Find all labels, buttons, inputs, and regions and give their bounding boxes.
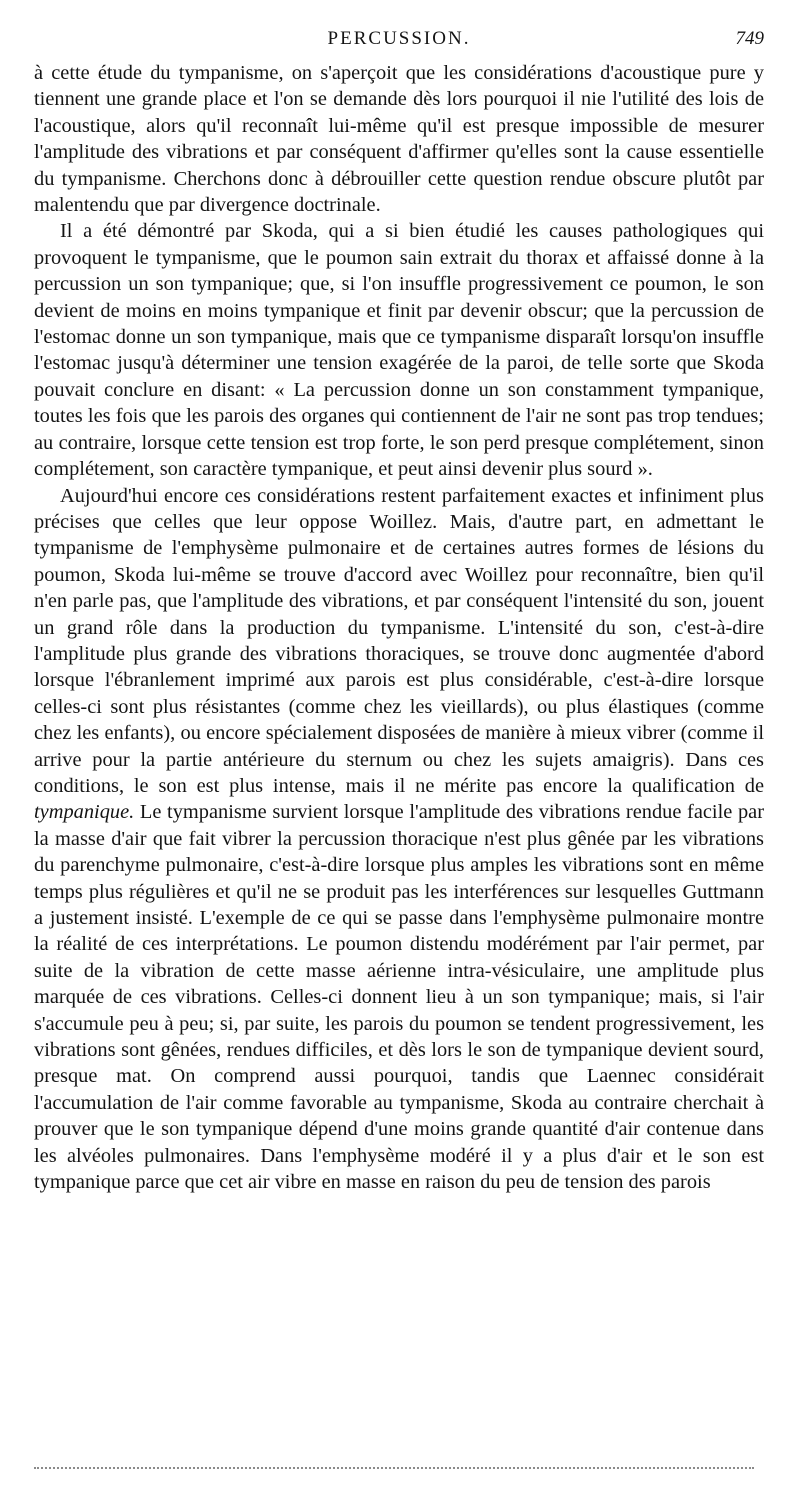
paragraph-3 [34,483,764,1196]
running-head [34,28,764,58]
body-text [34,60,764,1195]
paragraph-3-text-before-italic: Aujourd'hui encore ces considérations restent parfaitement exactes et infiniment plus précises que celles que leur oppose Woillez. Mais, d'autre part, en admettant le tympanisme de l'emphysème pulmonaire et de certaines autres formes de lésions du poumon, Skoda lui-même se trouve d'accord avec Woillez pour reconnaître, bien qu'il n'en parle pas, que l'amplitude des vibrations, et par conséquent l'intensité du son, jouent un grand rôle dans la production du tympanisme. L'intensité du son, c'est-à-dire l'amplitude plus grande des vibrations thoraciques, se trouve donc augmentée d'abord lorsque l'ébranlement imprimé aux parois est plus considérable, c'est-à-dire lorsque celles-ci sont plus résistantes (comme chez les vieillards), ou plus élastiques (comme chez les enfants), ou encore spécialement disposées de manière à mieux vibrer (comme il arrive pour la partie antérieure du sternum ou chez les sujets amaigris). Dans ces conditions, le son est plus intense, mais il ne mérite pas encore la qualification de [34,484,764,797]
paragraph-3-text-after-italic: Le tympanisme survient lorsque l'amplitude des vibrations rendue facile par la masse d'air que fait vibrer la percussion thoracique n'est plus gênée par les vibrations du parenchyme pulmonaire, c'est-à-dire lorsque plus amples les vibrations sont en même temps plus régulières et qu'il ne se produit pas les interférences sur lesquelles Guttmann a justement insisté. L'exemple de ce qui se passe dans l'emphysème pulmonaire montre la réalité de ces interprétations. Le poumon distendu modérément par l'air permet, par suite de la vibration de cette masse aérienne intra-vésiculaire, une amplitude plus marquée de ces vibrations. Celles-ci donnent lieu à un son tympanique; mais, si l'air s'accumule peu à peu; si, par suite, les parois du poumon se tendent progressivement, les vibrations sont gênées, rendues difficiles, et dès lors le son de tympanique devient sourd, presque mat. On comprend aussi pourquoi, tandis que Laennec considérait l'accumulation de l'air comme favorable au tympanisme, Skoda au contraire cherchait à prouver que le son tympanique dépend d'une moins grande quantité d'air contenue dans les alvéoles pulmonaires. Dans l'emphysème modéré il y a plus d'air et le son est tympanique parce que cet air vibre en masse en raison du peu de tension des parois [34,801,764,1194]
paragraph-2: Il a été démontré par Skoda, qui a si bien étudié les causes pathologiques qui provoquent le tympanisme, que le poumon sain extrait du thorax et affaissé donne à la percussion un son tympanique; que, si l'on insuffle progressivement ce poumon, le son devient de moins en moins tympanique et finit par devenir obscur; que la percussion de l'estomac donne un son tympanique, mais que ce tympanisme disparaît lorsqu'on insuffle l'estomac jusqu'à déterminer une tension exagérée de la paroi, de telle sorte que Skoda pouvait conclure en disant: « La percussion donne un son constamment tympanique, toutes les fois que les parois des organes qui contiennent de l'air ne sont pas trop tendues; au contraire, lorsque cette tension est trop forte, le son perd presque complétement, sinon complétement, son caractère tympanique, et peut ainsi devenir plus sourd ». [34,220,764,481]
page-number: 749 [735,28,764,49]
running-title: PERCUSSION. [327,28,471,49]
italic-term-tympanique: tympanique. [34,801,135,824]
footer-dotted-rule [34,1467,754,1469]
paragraph-1: à cette étude du tympanisme, on s'aperçoit que les considérations d'acoustique pure y tiennent une grande place et l'on se demande dès lors pourquoi il nie l'utilité des lois de l'acoustique, alors qu'il reconnaît lui-même qu'il est presque impossible de mesurer l'amplitude des vibrations et par conséquent d'affirmer qu'elles sont la cause essentielle du tympanisme. Cherchons donc à débrouiller cette question rendue obscure plutôt par malentendu que par divergence doctrinale. [34,62,764,217]
